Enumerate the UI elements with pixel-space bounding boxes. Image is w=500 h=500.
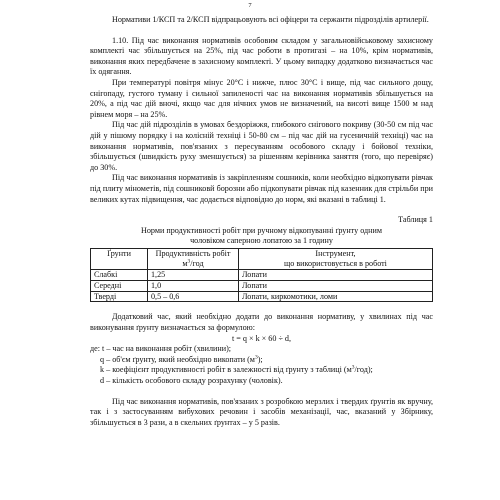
cell-soil: Слабкі bbox=[91, 269, 148, 280]
cell-soil: Середні bbox=[91, 280, 148, 291]
paragraph-extra-time: Додатковий час, який необхідно додати до виконання нормативу, у хвилинах під час виконування ґрунту визначається за формулою: bbox=[90, 312, 433, 332]
formula: t = q × k × 60 ÷ d, bbox=[231, 333, 292, 343]
paragraph-intro: Нормативи 1/КСП та 2/КСП відпрацьовують всі офіцери та сержанти підрозділів артилерії. bbox=[112, 15, 429, 24]
header-tool: Інструмент, що використовується в роботі bbox=[239, 248, 433, 269]
cell-tool: Лопати bbox=[239, 269, 433, 280]
legend-q: q – об'єм ґрунту, який необхідно викопати $(м^3)$; bbox=[100, 354, 263, 364]
cell-tool: Лопати, киркомотики, ломи bbox=[239, 291, 433, 302]
productivity-table bbox=[90, 248, 433, 303]
cell-soil: Тверді bbox=[91, 291, 148, 302]
table-row bbox=[91, 280, 433, 291]
page-body bbox=[90, 15, 433, 428]
header-productivity: Продуктивність робіт $м^3$/год bbox=[148, 248, 239, 269]
cell-productivity: 1,25 bbox=[148, 269, 239, 280]
table-caption-line-2: чоловіком саперною лопатою за 1 годину bbox=[190, 236, 333, 246]
paragraph-trench: Під час виконання нормативів із закріпленням сошників, коли необхідно відкопувати рівчак під плиту мінометів, під сошниковй борозни або підкопувати рівчак під казенник для стрільби при великих кутах підвищення, час додається відповідно до норм, які вказані в таблиці 1. bbox=[90, 173, 433, 204]
table-row bbox=[91, 291, 433, 302]
paragraph-frozen-soil: Під час виконання нормативів, пов'язаних з розробкою мерзлих і твердих ґрунтів як вручну, так і з застосуванням вибухових речовин і засобів механізації, час, вказаний у Збірнику, збільшується в 3 рази, а в скельних ґрунтах – у 5 разів. bbox=[90, 396, 433, 427]
paragraph-1-10: 1.10. Під час виконання нормативів особовим складом у загальновійськовому захисному комплекті час збільшується на 25%, під час роботи в протигазі – на 10%, крім нормативів, виконання яких передбачене в захисному комплекті. У цьому випадку додатково визначається час їх одягання. bbox=[90, 35, 433, 77]
paragraph-temperature: При температурі повітря мінус 20°С і нижче, плюс 30°С і вище, під час сильного дощу, снігопаду, густого туману і сильної запиленості час на виконання нормативів збільшується на 20%, а під час дій вночі, якщо час для нічних умов не визначений, на висоті вище 1500 м над рівнем моря – на 25%. bbox=[90, 77, 433, 119]
table-header-row bbox=[91, 248, 433, 269]
legend-d: d – кількість особового складу розрахунку (чоловік). bbox=[100, 375, 283, 385]
cell-tool: Лопати bbox=[239, 280, 433, 291]
page-number: 7 bbox=[248, 2, 252, 9]
legend-k: k – коефіцієнт продуктивності робіт в залежності від ґрунту з таблиці $(м^3/год)$; bbox=[100, 364, 373, 375]
header-soil: Ґрунти bbox=[91, 248, 148, 269]
paragraph-snow: Під час дій підрозділів в умовах бездоріжжя, глибокого снігового покриву (30-50 см під час дій у пішому порядку і на колісній техніці і 50-80 см – під час дій на гусеничній техніці) час на виконання нормативів, пов'язаних з пересуванням особового складу і бойової техніки, збільшується (швидкість руху зменшується) за рішенням керівника заняття (того, що перевіряє) до 30%. bbox=[90, 120, 433, 172]
table-label: Таблиця 1 bbox=[398, 215, 433, 225]
cell-productivity: 0,5 – 0,6 bbox=[148, 291, 239, 302]
table-caption-line-1: Норми продуктивності робіт при ручному відкопуванні ґрунту одним bbox=[140, 225, 383, 235]
legend-t: де: t – час на виконання робіт (хвилини); bbox=[90, 344, 232, 354]
cell-productivity: 1,0 bbox=[148, 280, 239, 291]
table-row bbox=[91, 269, 433, 280]
